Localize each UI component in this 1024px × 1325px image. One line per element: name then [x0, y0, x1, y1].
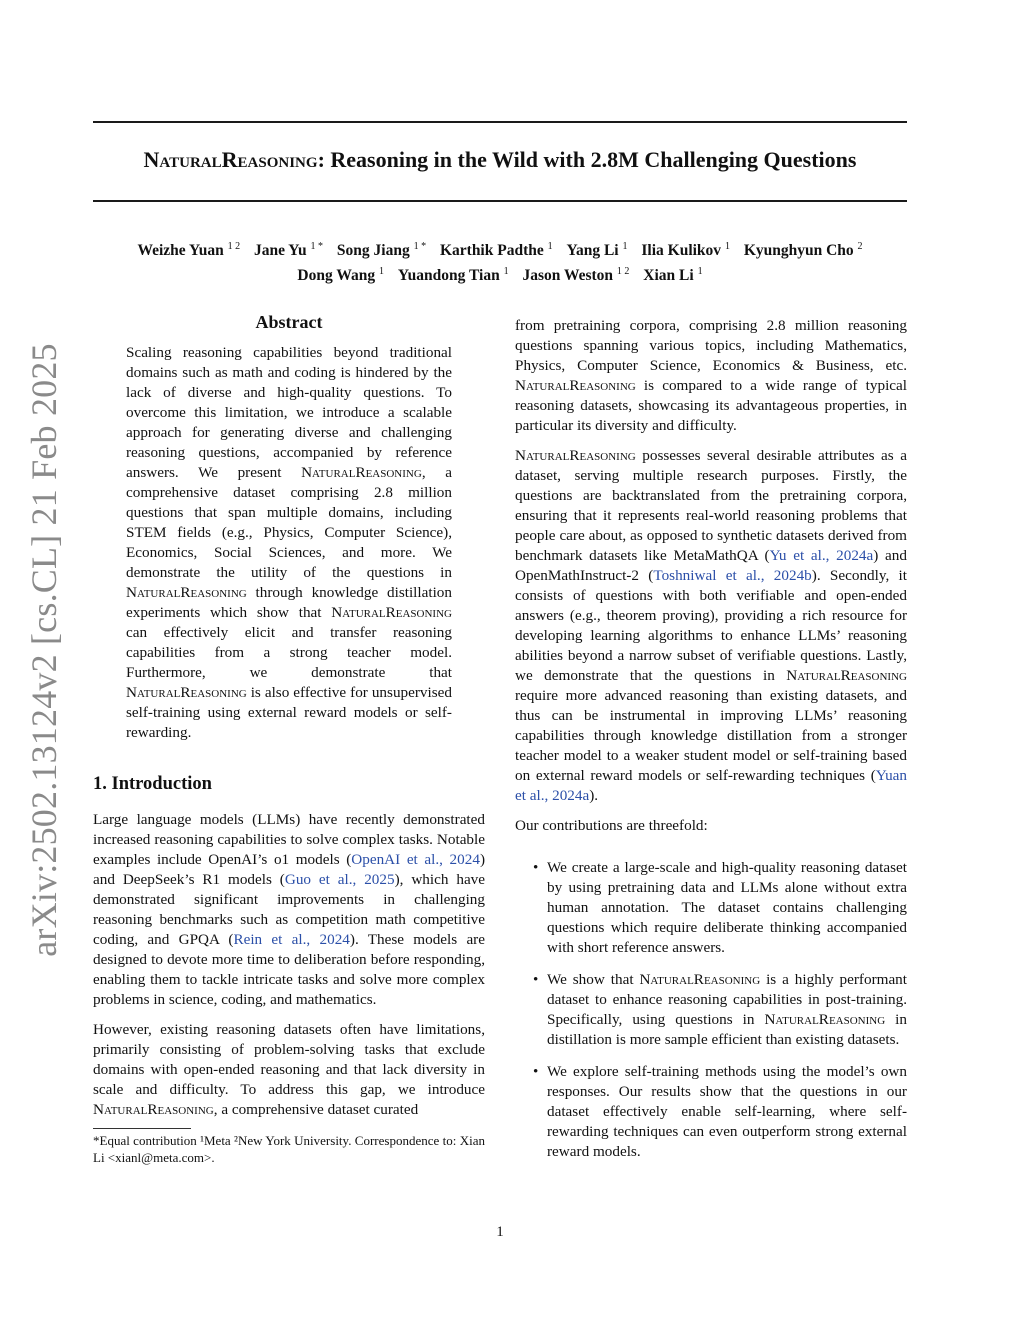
right-paragraph-3: Our contributions are threefold: — [515, 817, 708, 834]
author-line-2 — [93, 261, 907, 286]
abstract-body — [126, 343, 452, 753]
page-number: 1 — [496, 1224, 504, 1240]
citation-link[interactable]: Yu et al., 2024a — [769, 547, 874, 564]
author: Ilia Kulikov $^1$ — [641, 241, 730, 260]
introduction-body — [93, 810, 485, 1130]
list-item: • We explore self-training methods using the model’s own responses. Our results show that the questions in our dataset effectively enable self-learning, where self-rewarding techniques can even outperform strong external reward models. — [533, 1063, 907, 1160]
list-item: • We show that NaturalReasoning is a highly performant dataset to enhance reasoning capabilities in post-training. Specifically, using questions in NaturalReasoning in distillation is more sample efficient than existing datasets. — [533, 971, 907, 1048]
author: Kyunghyun Cho $^2$ — [743, 241, 863, 260]
right-column-body — [515, 316, 907, 1174]
title-dataset-name: NaturalReasoning — [143, 147, 318, 172]
right-paragraph-1: from pretraining corpora, comprising 2.8 million reasoning questions spanning various topics, including Mathematics, Physics, Computer Science, Economics & Business, etc. NaturalReasoning is compared to a wide range of typical reasoning datasets, showcasing its advantageous properties, in particular its diversity and difficulty. — [515, 317, 907, 434]
citation-link[interactable]: Guo et al., 2025 — [284, 871, 395, 888]
intro-paragraph-2: However, existing reasoning datasets often have limitations, primarily consisting of problem-solving tasks that exclude domains with open-ended reasoning and that lack diversity in scale and difficulty. To address this gap, we introduce NaturalReasoning, a comprehensive dataset curated — [93, 1021, 485, 1118]
bullet-icon: • — [533, 1063, 539, 1080]
title-bottom-rule — [93, 200, 907, 202]
intro-paragraph-1: Large language models (LLMs) have recently demonstrated increased reasoning capabilities to solve complex tasks. Notable examples include OpenAI’s o1 models (OpenAI et al., 2024) and DeepSeek’s R1 models (Guo et al., 2025), which have demonstrated significant improvements in challenging reasoning benchmarks such as competition math competitive coding, and GPQA (Rein et al., 2024). These models are designed to devote more time to deliberation before responding, enabling them to tackle intricate tasks and solve more complex problems in science, coding, and mathematics. — [93, 811, 486, 1008]
footnote: *Equal contribution ¹Meta ²New York University. Correspondence to: Xian Li <xianl@meta.com>. — [93, 1133, 485, 1165]
author-list — [93, 236, 907, 286]
abstract-paragraph: Scaling reasoning capabilities beyond traditional domains such as math and coding is hindered by the lack of diverse and high-quality questions. To overcome this limitation, we introduce a scalable approach for generating diverse and challenging reasoning questions, accompanied by reference answers. We present NaturalReasoning, a comprehensive dataset comprising 2.8 million questions that span multiple domains, including STEM fields (e.g., Physics, Computer Science), Economics, Social Sciences, and more. We demonstrate the utility of the questions in NaturalReasoning through knowledge distillation experiments which show that NaturalReasoning can effectively elicit and transfer reasoning capabilities from a strong teacher model. Furthermore, we demonstrate that NaturalReasoning is also effective for unsupervised self-training using external reward models or self-rewarding. — [126, 344, 452, 741]
section-heading-introduction: 1. Introduction — [93, 774, 212, 794]
citation-link[interactable]: Yuan et al., 2024a — [515, 767, 907, 804]
abstract-heading: Abstract — [255, 312, 323, 332]
footnote-rule — [93, 1128, 191, 1129]
arxiv-stamp-text: arXiv:2502.13124v2 [cs.CL] 21 Feb 2025 — [24, 343, 64, 957]
author-line-1 — [93, 236, 907, 261]
top-rule — [93, 121, 907, 123]
author: Jason Weston $^{1 2}$ — [522, 266, 630, 285]
contributions-list — [515, 858, 907, 1162]
citation-link[interactable]: OpenAI et al., 2024 — [351, 851, 480, 868]
paper-title — [93, 146, 907, 174]
author: Weizhe Yuan $^{1 2}$ — [137, 241, 241, 260]
citation-link[interactable]: Rein et al., 2024 — [233, 931, 350, 948]
author: Karthik Padthe $^1$ — [439, 241, 553, 260]
author: Xian Li $^1$ — [643, 266, 703, 285]
author: Jane Yu $^{1 *}$ — [253, 241, 324, 260]
bullet-icon: • — [533, 859, 539, 876]
author: Song Jiang $^{1 *}$ — [336, 241, 427, 260]
bullet-icon: • — [533, 971, 539, 988]
author: Yang Li $^1$ — [566, 241, 628, 260]
author: Yuandong Tian $^1$ — [397, 266, 509, 285]
title-rest: : Reasoning in the Wild with 2.8M Challenging Questions — [317, 147, 857, 172]
list-item: • We create a large-scale and high-quality reasoning dataset by using pretraining data and LLMs alone without extra human annotation. The dataset contains challenging questions which require deliberate thinking accompanied with short reference answers. — [533, 859, 907, 956]
right-paragraph-2: NaturalReasoning possesses several desirable attributes as a dataset, serving multiple research purposes. Firstly, the questions are backtranslated from the pretraining corpora, ensuring that it represents real-world reasoning problems that people care about, as opposed to synthetic datasets derived from benchmark datasets like MetaMathQA (Yu et al., 2024a) and OpenMathInstruct-2 (Toshniwal et al., 2024b). Secondly, it consists of questions with both verifiable and open-ended answers (e.g., theorem proving), providing a rich resource for developing learning algorithms to enhance LLMs’ reasoning abilities beyond a narrow subset of verifiable questions. Lastly, we demonstrate that the questions in NaturalReasoning require more advanced reasoning than existing datasets, and thus can be instrumental in improving LLMs’ reasoning capabilities through knowledge distillation from a stronger teacher model to a weaker student model or self-training based on external reward models or self-rewarding techniques (Yuan et al., 2024a). — [515, 447, 907, 804]
author: Dong Wang $^1$ — [297, 266, 384, 285]
citation-link[interactable]: Toshniwal et al., 2024b — [653, 567, 812, 584]
